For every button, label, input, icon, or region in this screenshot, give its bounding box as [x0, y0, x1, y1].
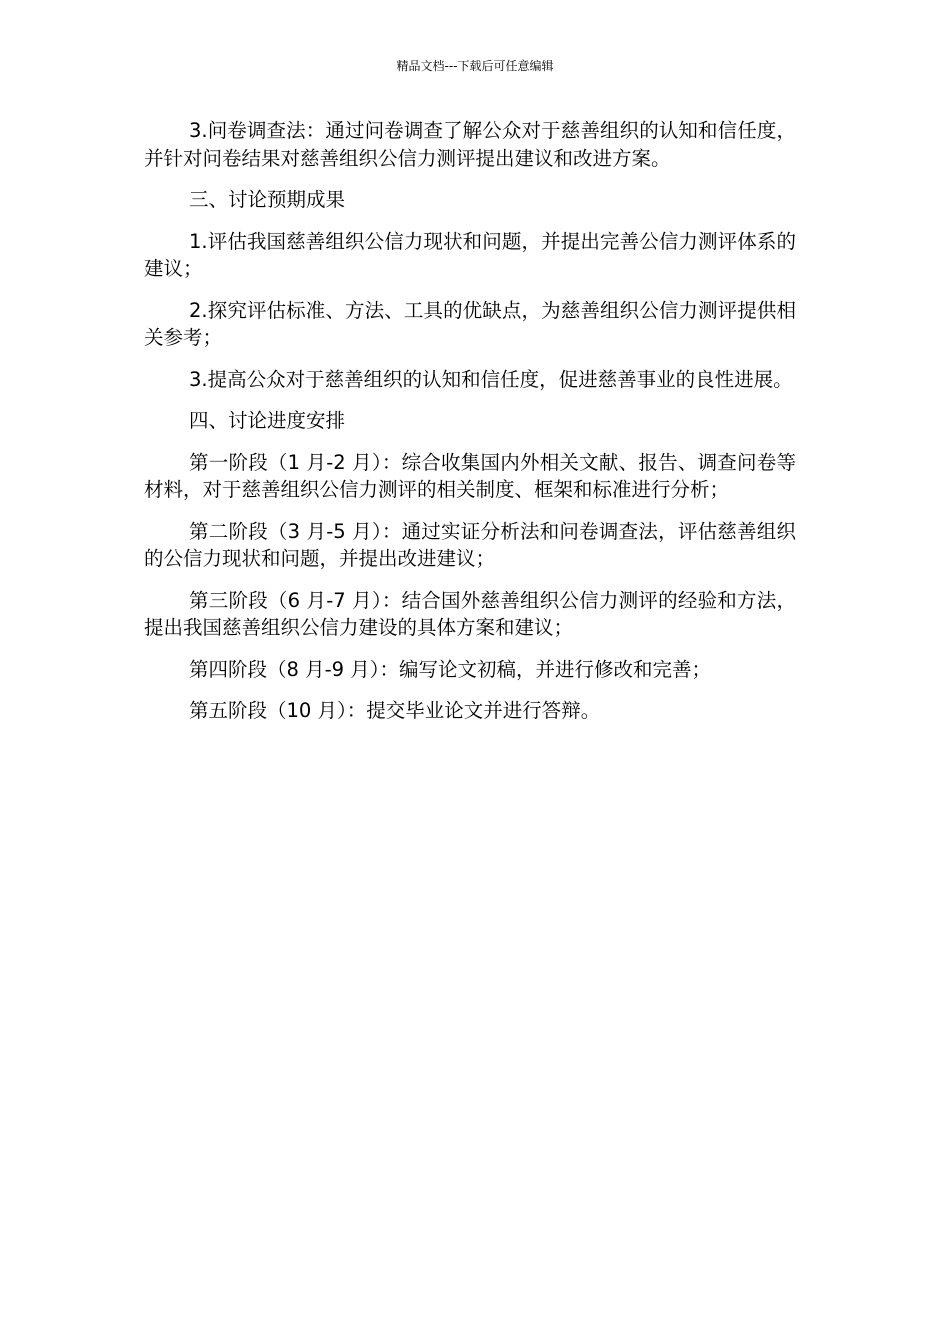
paragraph-phase-5: 第五阶段（10 月）：提交毕业论文并进行答辩。	[189, 699, 601, 722]
section-heading-expected-results: 三、讨论预期成果	[189, 188, 346, 211]
paragraph-expected-result-1: 1.评估我国慈善组织公信力现状和问题，并提出完善公信力测评体系的建议；	[144, 229, 796, 280]
paragraph-questionnaire-method: 3.问卷调查法：通过问卷调查了解公众对于慈善组织的认知和信任度，并针对问卷结果对慈善组织公信力测评提出建议和改进方案。	[144, 119, 796, 170]
section-heading-schedule: 四、讨论进度安排	[189, 409, 346, 432]
paragraph-phase-1: 第一阶段（1 月-2 月）：综合收集国内外相关文献、报告、调查问卷等材料，对于慈善组织公信力测评的相关制度、框架和标准进行分析；	[144, 450, 796, 501]
page-header: 精品文档---下载后可任意编辑	[396, 59, 554, 73]
document-body	[144, 117, 796, 739]
paragraph-phase-3: 第三阶段（6 月-7 月）：结合国外慈善组织公信力测评的经验和方法，提出我国慈善组织公信力建设的具体方案和建议；	[144, 588, 796, 639]
paragraph-expected-result-3: 3.提高公众对于慈善组织的认知和信任度，促进慈善事业的良性进展。	[189, 367, 793, 391]
paragraph-phase-4: 第四阶段（8 月-9 月）：编写论文初稿，并进行修改和完善；	[189, 657, 711, 681]
paragraph-expected-result-2: 2.探究评估标准、方法、工具的优缺点，为慈善组织公信力测评提供相关参考；	[144, 298, 796, 349]
paragraph-phase-2: 第二阶段（3 月-5 月）：通过实证分析法和问卷调查法，评估慈善组织的公信力现状和问题，并提出改进建议；	[144, 519, 796, 570]
